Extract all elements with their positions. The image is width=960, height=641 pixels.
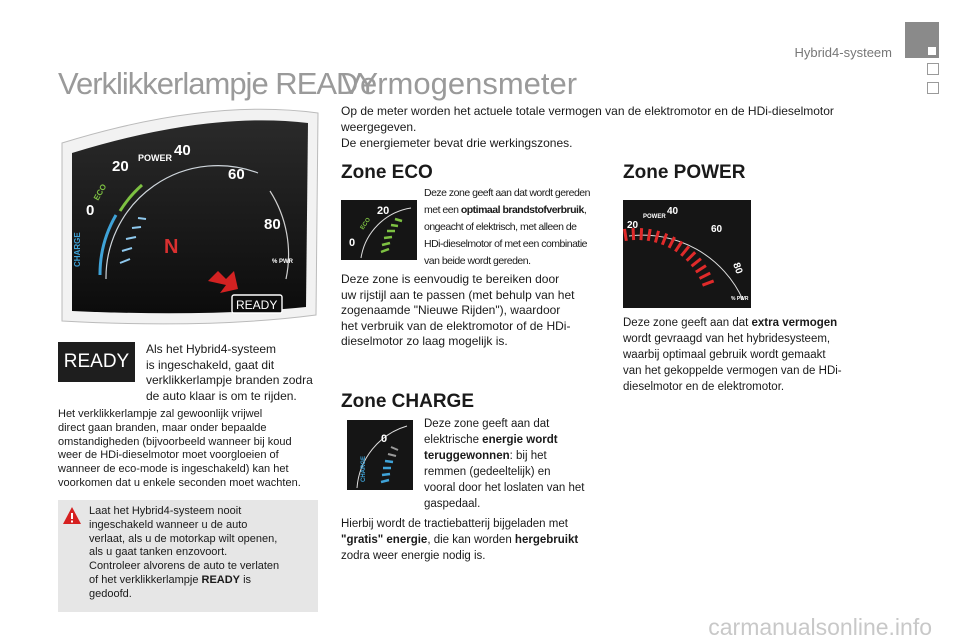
svg-text:% PWR: % PWR (731, 296, 749, 302)
svg-text:POWER: POWER (643, 214, 666, 220)
power-zone-tick (648, 229, 650, 241)
dash-label-20: 20 (112, 158, 129, 175)
dash-label-40: 40 (174, 142, 191, 159)
svg-text:60: 60 (711, 224, 723, 235)
zone-eco-side-text: Deze zone geeft aan dat wordt gereden met een optimaal brandstofverbruik, ongeacht of elektrisch, met alleen de HDi-dieselmotor of met een combinatie van beide wordt gereden. (424, 187, 590, 267)
dash-label-80: 80 (264, 216, 281, 233)
warning-text: Laat het Hybrid4-systeem nooit ingeschakeld wanneer u de auto verlaat, als u de motorkap wilt openen, als u gaat tanken enzovoort. Controleer alvorens de auto te verlaten of het verklikkerlampje READY is gedoofd. (89, 505, 280, 600)
section-label: Hybrid4-systeem (794, 45, 892, 60)
power-zone-tick (662, 234, 666, 245)
svg-text:20: 20 (627, 220, 639, 231)
zone-charge-body: Hierbij wordt de tractiebatterij bijgeladen met "gratis" energie, die kan worden hergebruikt zodra weer energie nodig is. (341, 518, 579, 562)
zone-power-body: Deze zone geeft aan dat extra vermogen wordt gevraagd van het hybridesysteem, waarbij optimaal gebruik wordt gemaakt van het gekoppelde vermogen van de HDi- dieselmotor en de elektromotor. (623, 317, 842, 393)
power-zone-tick (696, 266, 706, 272)
svg-text:0: 0 (349, 237, 356, 249)
right-title: Vermogensmeter (341, 66, 578, 101)
power-zone-tick (687, 252, 696, 260)
ready-badge: READY (58, 342, 135, 382)
power-zone-tick (681, 246, 689, 255)
ready-intro-text: Als het Hybrid4-systeem is ingeschakeld, gaat dit verklikkerlampje branden zodra de auto klaar is om te rijden. (146, 342, 313, 403)
left-title: Verklikkerlampje READY (58, 66, 378, 101)
power-zone-tick (702, 281, 713, 285)
svg-text:0: 0 (381, 433, 388, 445)
power-zone-tick (641, 228, 642, 240)
dash-label-60: 60 (228, 166, 245, 183)
zone-eco-heading: Zone ECO (341, 162, 433, 183)
dash-label-eco: ECO (91, 182, 109, 202)
svg-text:CHARGE: CHARGE (361, 455, 367, 482)
power-gauge-image (623, 200, 751, 308)
ready-body-text: Het verklikkerlampje zal gewoonlijk vrijwel direct gaan branden, maar onder bepaalde omstandigheden (bijvoorbeeld wanneer bij koud weer de HDi-dieselmotor moet voorgloeien of wanneer de eco-mode is ingeschakeld) kan het voorkomen dat u enkele seconden moet wachten. (58, 408, 301, 489)
power-zone-tick (692, 259, 701, 267)
svg-text:20: 20 (377, 205, 390, 217)
eco-gauge-image (341, 200, 417, 260)
warning-icon (62, 506, 82, 526)
footer-watermark: carmanualsonline.info (708, 614, 932, 640)
charge-gauge-image (347, 420, 413, 490)
section-tab[interactable] (927, 63, 939, 75)
zone-charge-heading: Zone CHARGE (341, 391, 474, 412)
zone-power-heading: Zone POWER (623, 162, 746, 183)
power-zone-tick (699, 273, 710, 278)
dash-label-0: 0 (86, 202, 95, 219)
dashboard-illustration (58, 103, 320, 335)
dash-gear: N (164, 236, 179, 258)
dash-label-charge: CHARGE (73, 232, 82, 267)
meter-intro-text: Op de meter worden het actuele totale vermogen van de elektromotor en de HDi-dieselmotor weergegeven. De energiemeter bevat drie werkingszones. (341, 104, 834, 150)
svg-text:40: 40 (667, 206, 679, 217)
power-zone-tick (675, 241, 682, 251)
section-tab-active[interactable] (905, 22, 939, 58)
zone-eco-body: Deze zone is eenvoudig te bereiken door uw rijstijl aan te passen (met behulp van het zogenaamde "Nieuwe Rijden"), waardoor het verbruik van de elektromotor of de HDi- dieselmotor zo laag mogelijk is. (341, 272, 575, 348)
dash-ready: READY (236, 298, 278, 312)
svg-text:ECO: ECO (359, 217, 373, 232)
svg-text:80: 80 (730, 261, 745, 276)
zone-charge-side-text: Deze zone geeft aan dat elektrische energie wordt teruggewonnen: bij het remmen (gedeeltelijk) en vooral door het loslaten van het gaspedaal. (424, 418, 585, 510)
dash-label-power: POWER (138, 153, 173, 163)
dash-unit: % PWR (272, 259, 293, 265)
section-tab[interactable] (927, 82, 939, 94)
power-zone-tick (655, 231, 658, 243)
